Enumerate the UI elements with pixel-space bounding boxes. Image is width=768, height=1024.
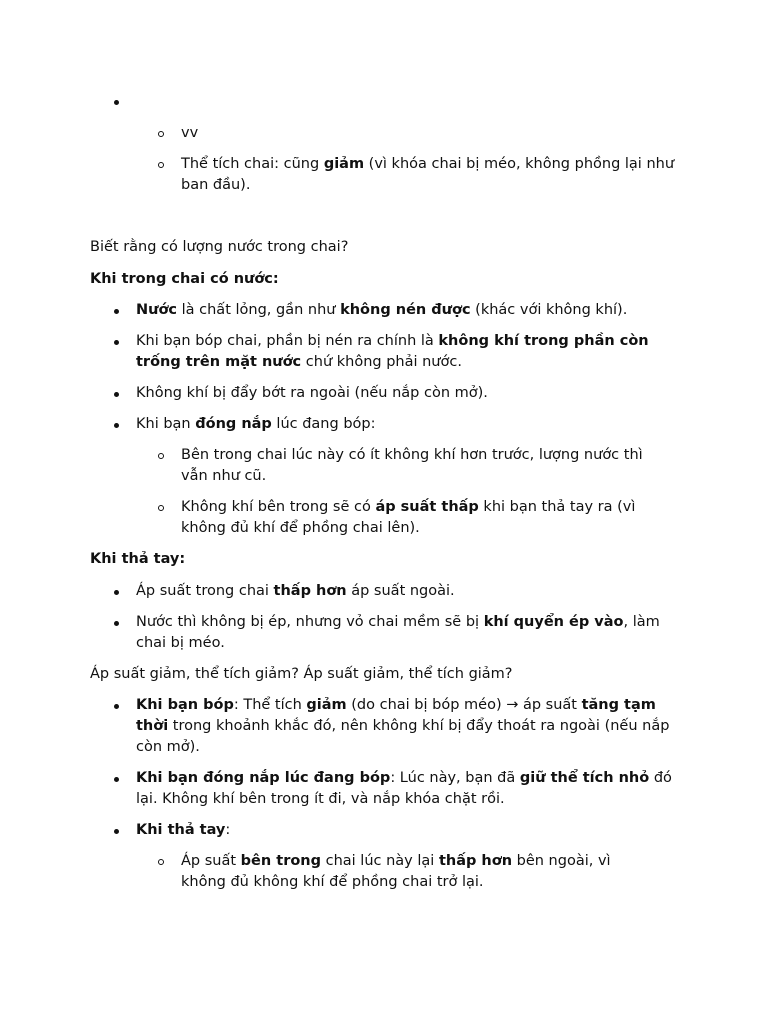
sub-bullet	[158, 859, 164, 865]
list-item: Nước là chất lỏng, gần như không nén được (khác với không khí).	[136, 302, 628, 318]
list-bullet	[114, 340, 119, 345]
section-heading: Khi trong chai có nước:	[90, 271, 279, 287]
sub-bullet	[158, 131, 164, 137]
list-bullet	[114, 590, 119, 595]
sub-bullet	[158, 162, 164, 168]
list-bullet	[114, 829, 119, 834]
list-bullet	[114, 704, 119, 709]
list-item: Nước thì không bị ép, nhưng vỏ chai mềm sẽ bị khí quyển ép vào, làm chai bị méo.	[136, 614, 660, 651]
sub-bullet	[158, 453, 164, 459]
list-bullet	[114, 423, 119, 428]
list-item: Áp suất trong chai thấp hơn áp suất ngoài.	[136, 583, 455, 599]
list-bullet	[114, 621, 119, 626]
list-item: Khi bạn bóp chai, phần bị nén ra chính là không khí trong phần còn trống trên mặt nước chứ không phải nước.	[136, 333, 649, 370]
list-bullet	[114, 309, 119, 314]
list-item: Thể tích chai: cũng giảm (vì khóa chai bị méo, không phồng lại như ban đầu).	[181, 156, 675, 193]
sub-bullet	[158, 505, 164, 511]
list-bullet	[114, 777, 119, 782]
list-item: Khi bạn đóng nắp lúc đang bóp: Lúc này, bạn đã giữ thể tích nhỏ đó lại. Không khí bên trong ít đi, và nắp khóa chặt rồi.	[136, 770, 672, 807]
list-item: Áp suất bên trong chai lúc này lại thấp hơn bên ngoài, vì không đủ không khí để phồng chai trở lại.	[181, 853, 611, 890]
list-item: Khi bạn bóp: Thể tích giảm (do chai bị bóp méo) → áp suất tăng tạm thời trong khoảnh khắc đó, nên không khí bị đẩy thoát ra ngoài (nếu nắp còn mở).	[136, 697, 670, 755]
list-item: Không khí bên trong sẽ có áp suất thấp khi bạn thả tay ra (vì không đủ khí để phồng chai lên).	[181, 499, 636, 536]
list-item: vv	[181, 125, 199, 141]
list-item: Khi bạn đóng nắp lúc đang bóp:	[136, 416, 376, 432]
list-item: Bên trong chai lúc này có ít không khí hơn trước, lượng nước thì vẫn như cũ.	[181, 447, 643, 484]
paragraph-question: Áp suất giảm, thể tích giảm? Áp suất giảm, thể tích giảm?	[90, 666, 513, 682]
list-bullet	[114, 392, 119, 397]
list-item: Khi thả tay:	[136, 822, 231, 838]
list-bullet	[114, 100, 119, 105]
paragraph-question: Biết rằng có lượng nước trong chai?	[90, 239, 349, 255]
list-item: Không khí bị đẩy bớt ra ngoài (nếu nắp còn mở).	[136, 385, 488, 401]
section-heading: Khi thả tay:	[90, 551, 186, 567]
